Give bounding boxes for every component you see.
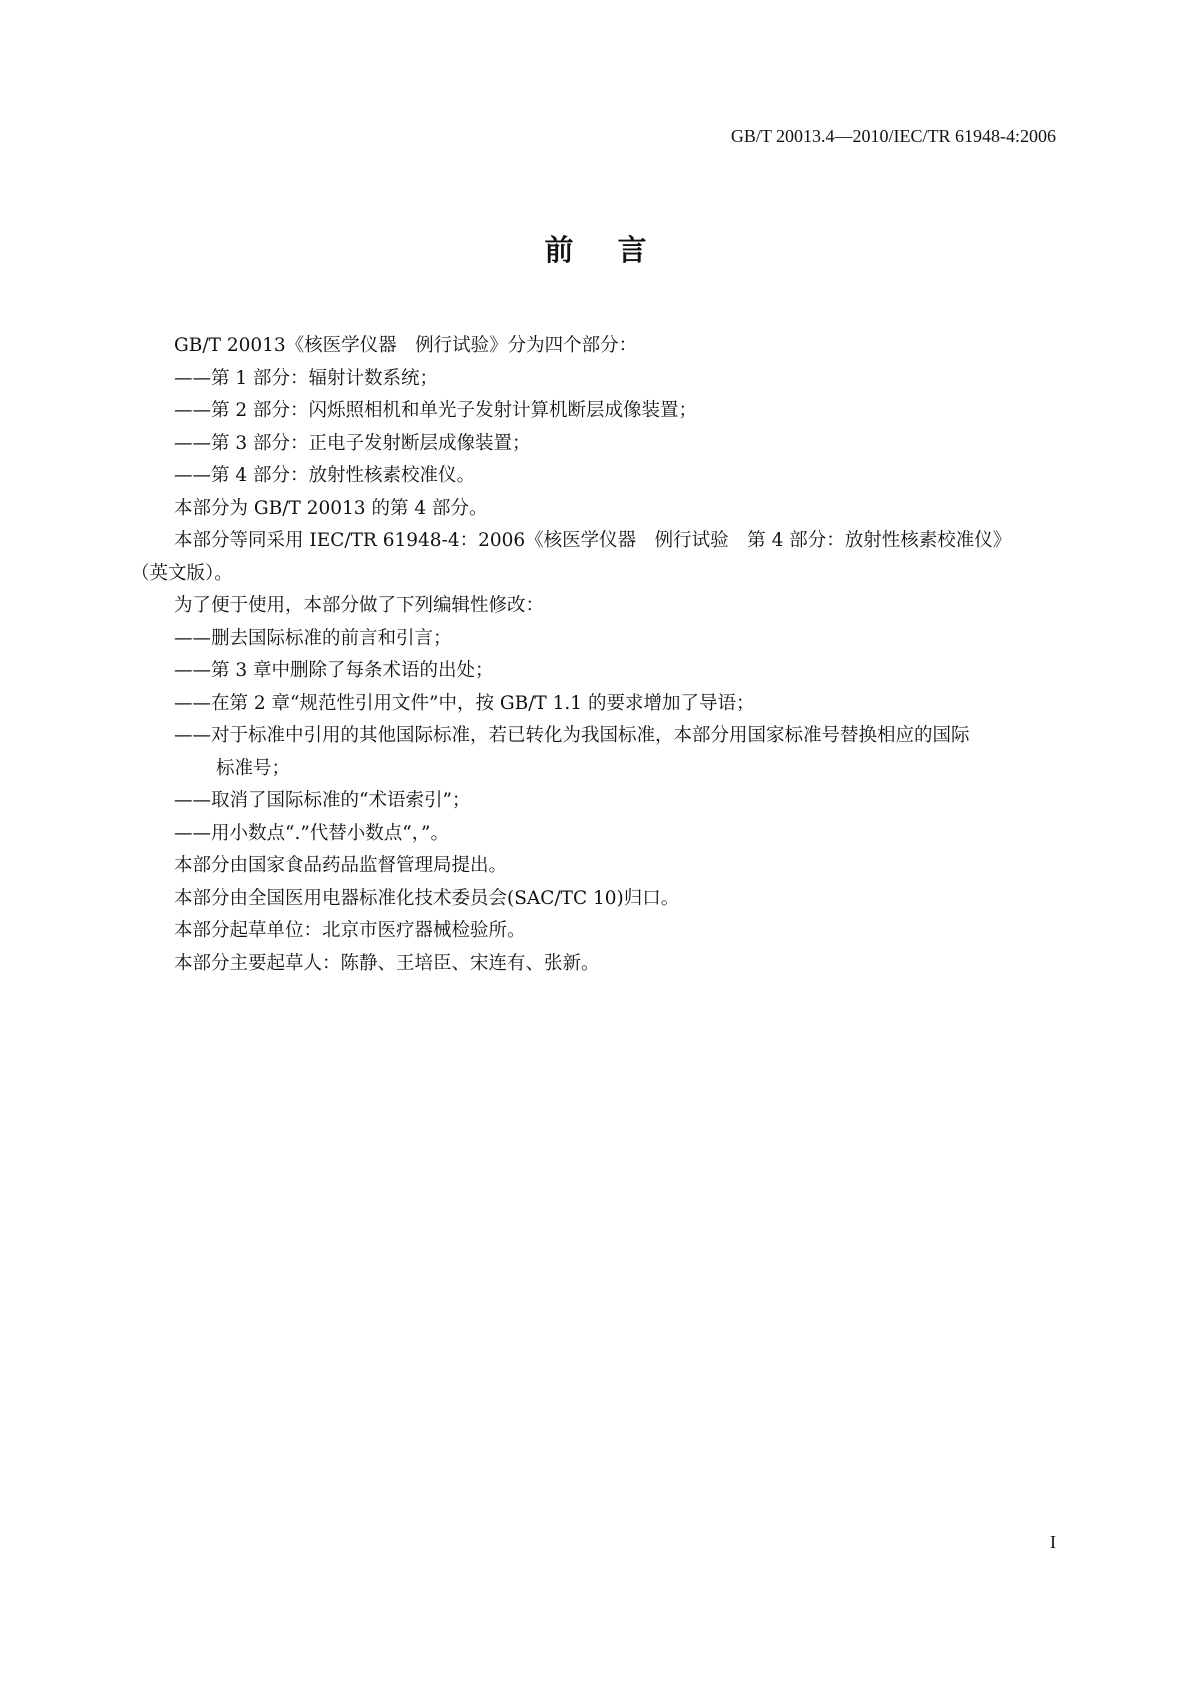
- list-item-modification-3: ——在第 2 章“规范性引用文件”中，按 GB/T 1.1 的要求增加了导语；: [174, 692, 755, 714]
- list-item-modification-4: ——对于标准中引用的其他国际标准，若已转化为我国标准，本部分用国家标准号替换相应的国际: [174, 725, 970, 746]
- part-statement: 本部分为 GB/T 20013 的第 4 部分。: [174, 497, 488, 519]
- list-item-part-2: ——第 2 部分：闪烁照相机和单光子发射计算机断层成像装置；: [174, 400, 698, 421]
- adoption-statement: 本部分等同采用 IEC/TR 61948-4：2006《核医学仪器 例行试验 第 4 部分：放射性核素校准仪》: [174, 530, 1012, 551]
- list-item-part-4: ——第 4 部分：放射性核素校准仪。: [174, 465, 476, 486]
- drafting-unit-statement: 本部分起草单位：北京市医疗器械检验所。: [174, 920, 526, 941]
- list-item-modification-2: ——第 3 章中删除了每条术语的出处；: [174, 660, 494, 681]
- committee-statement: 本部分由全国医用电器标准化技术委员会(SAC/TC 10)归口。: [174, 887, 680, 909]
- page-title: 前言: [544, 233, 691, 267]
- modifications-intro: 为了便于使用，本部分做了下列编辑性修改：: [174, 595, 545, 616]
- drafters-statement: 本部分主要起草人：陈静、王培臣、宋连有、张新。: [174, 952, 600, 974]
- list-item-modification-5: ——取消了国际标准的“术语索引”；: [174, 790, 471, 811]
- list-item-part-1: ——第 1 部分：辐射计数系统；: [174, 367, 439, 389]
- adoption-statement-continued: （英文版）。: [131, 562, 233, 584]
- intro-paragraph: GB/T 20013《核医学仪器 例行试验》分为四个部分：: [174, 335, 638, 356]
- foreword-body: [131, 330, 1061, 980]
- list-item-modification-4-continued: 标准号；: [216, 757, 291, 779]
- standard-code: GB/T 20013.4—2010/IEC/TR 61948-4:2006: [730, 126, 1056, 146]
- list-item-modification-1: ——删去国际标准的前言和引言；: [174, 627, 452, 649]
- list-item-part-3: ——第 3 部分：正电子发射断层成像装置；: [174, 432, 531, 454]
- proposer-statement: 本部分由国家食品药品监督管理局提出。: [174, 855, 508, 876]
- list-item-modification-6: ——用小数点“.”代替小数点“，”。: [174, 822, 449, 844]
- page-number: I: [1050, 1532, 1056, 1552]
